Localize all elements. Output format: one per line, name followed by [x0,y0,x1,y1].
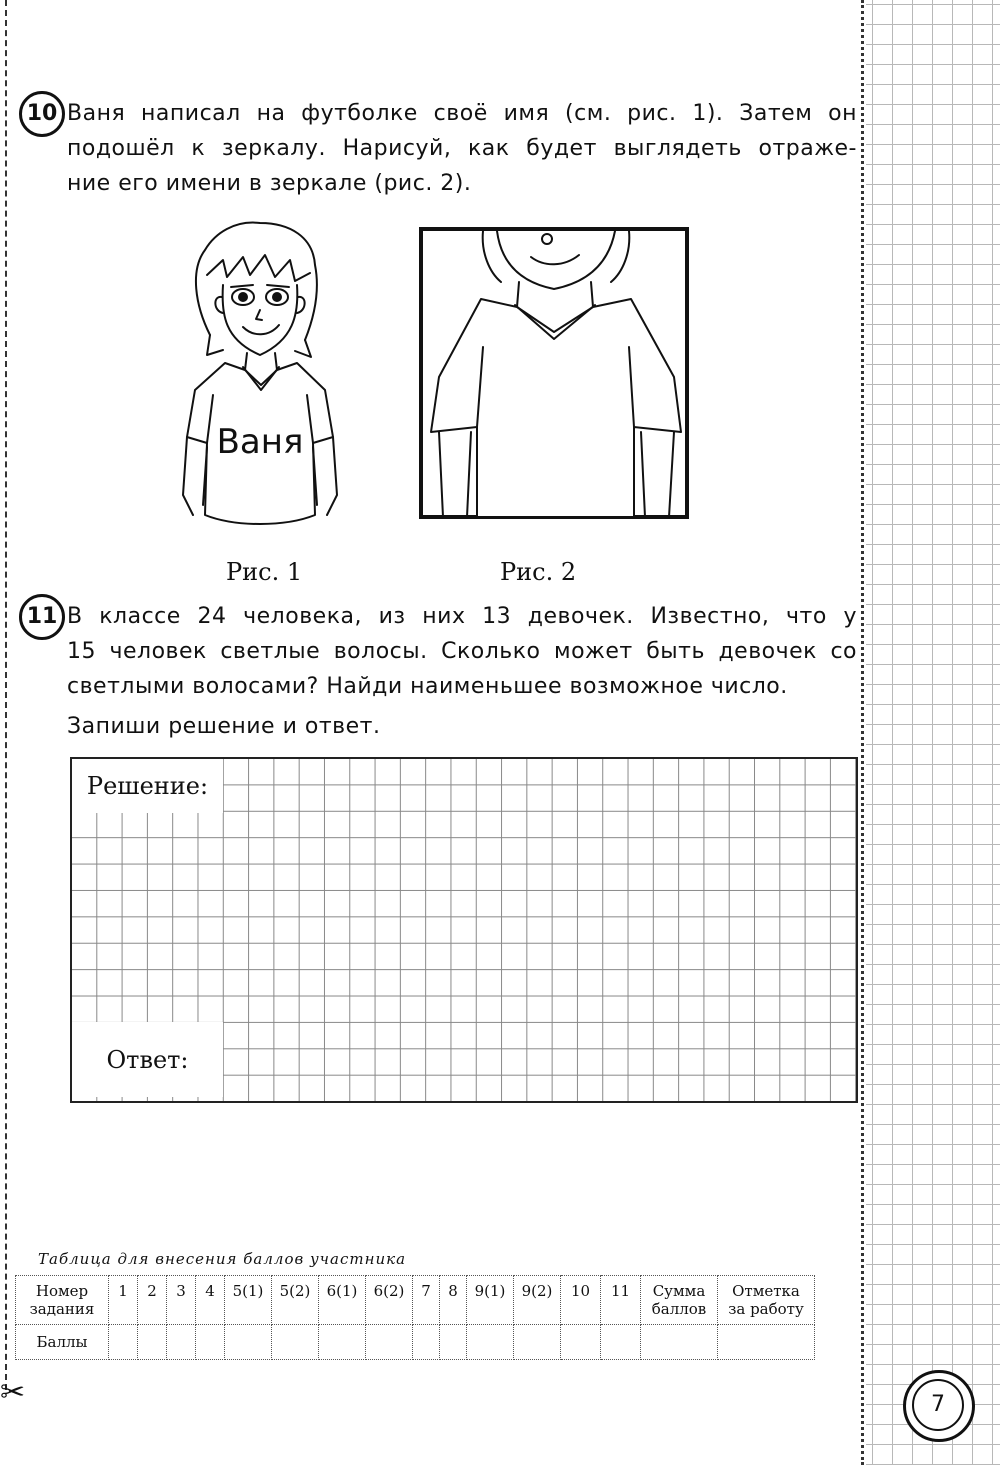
points-cell[interactable] [514,1325,561,1360]
task-11-line-3: светлыми волосами? Найди наименьшее возможное число. [67,674,788,699]
points-cell[interactable] [366,1325,413,1360]
points-cell[interactable] [109,1325,138,1360]
score-table [15,1275,815,1360]
margin-grid [866,0,1000,1465]
sum-cell [641,1276,718,1325]
shirt-name-text: Ваня [216,422,304,462]
points-cell[interactable] [601,1325,641,1360]
points-sum-cell[interactable] [641,1325,718,1360]
points-cell[interactable] [138,1325,167,1360]
task-col-11: 11 [601,1276,641,1325]
mark-label-1: Отметка [732,1282,800,1300]
sum-label-1: Сумма [652,1282,706,1300]
figure-1-boy [165,215,355,535]
task-10-number: 10 [19,91,65,137]
task-col-4: 4 [196,1276,225,1325]
score-header-label-2: задания [29,1300,95,1318]
mark-cell [718,1276,815,1325]
task-col-1: 1 [109,1276,138,1325]
task-11-line-1: В классе 24 человека, из них 13 девочек. Известно, что у [67,604,857,629]
score-header-cell [16,1276,109,1325]
task-col-10: 10 [561,1276,601,1325]
task-col-5-2: 5(2) [272,1276,319,1325]
mark-value-cell[interactable] [718,1325,815,1360]
task-11-text [67,599,857,744]
points-cell[interactable] [167,1325,196,1360]
points-cell[interactable] [225,1325,272,1360]
points-cell[interactable] [467,1325,514,1360]
task-col-6-1: 6(1) [319,1276,366,1325]
task-col-9-1: 9(1) [467,1276,514,1325]
solution-label: Решение: [72,759,223,813]
scissors-icon: ✂ [0,1375,26,1410]
task-10-text [67,96,857,201]
task-10-line-2: подошёл к зеркалу. Нарисуй, как будет выглядеть отраже- [67,136,857,161]
task-11-line-2: 15 человек светлые волосы. Сколько может быть девочек со [67,639,857,664]
task-col-3: 3 [167,1276,196,1325]
points-cell[interactable] [413,1325,440,1360]
task-10-line-1: Ваня написал на футболке своё имя (см. рис. 1). Затем он [67,101,857,126]
page-number: 7 [912,1379,964,1431]
points-cell[interactable] [196,1325,225,1360]
sum-label-2: баллов [651,1300,707,1318]
perforation-line [861,0,864,1465]
points-cell[interactable] [561,1325,601,1360]
task-col-9-2: 9(2) [514,1276,561,1325]
points-cell[interactable] [272,1325,319,1360]
task-11-number: 11 [19,594,65,640]
answer-label: Ответ: [72,1022,223,1097]
task-col-7: 7 [413,1276,440,1325]
mark-label-2: за работу [728,1300,804,1318]
score-table-caption: Таблица для внесения баллов участника [38,1250,407,1268]
figure-1-caption: Рис. 1 [226,558,303,586]
points-row-label: Баллы [16,1325,109,1360]
figure-2-mirror [419,227,689,519]
task-col-8: 8 [440,1276,467,1325]
points-cell[interactable] [440,1325,467,1360]
points-cell[interactable] [319,1325,366,1360]
task-10-line-3: ние его имени в зеркале (рис. 2). [67,171,472,196]
cut-line [5,0,7,1390]
page-number-badge [903,1370,975,1442]
task-col-5-1: 5(1) [225,1276,272,1325]
task-11-instruction: Запиши решение и ответ. [67,714,381,739]
score-header-label-1: Номер [35,1282,89,1300]
figure-2-caption: Рис. 2 [500,558,577,586]
task-col-2: 2 [138,1276,167,1325]
task-col-6-2: 6(2) [366,1276,413,1325]
